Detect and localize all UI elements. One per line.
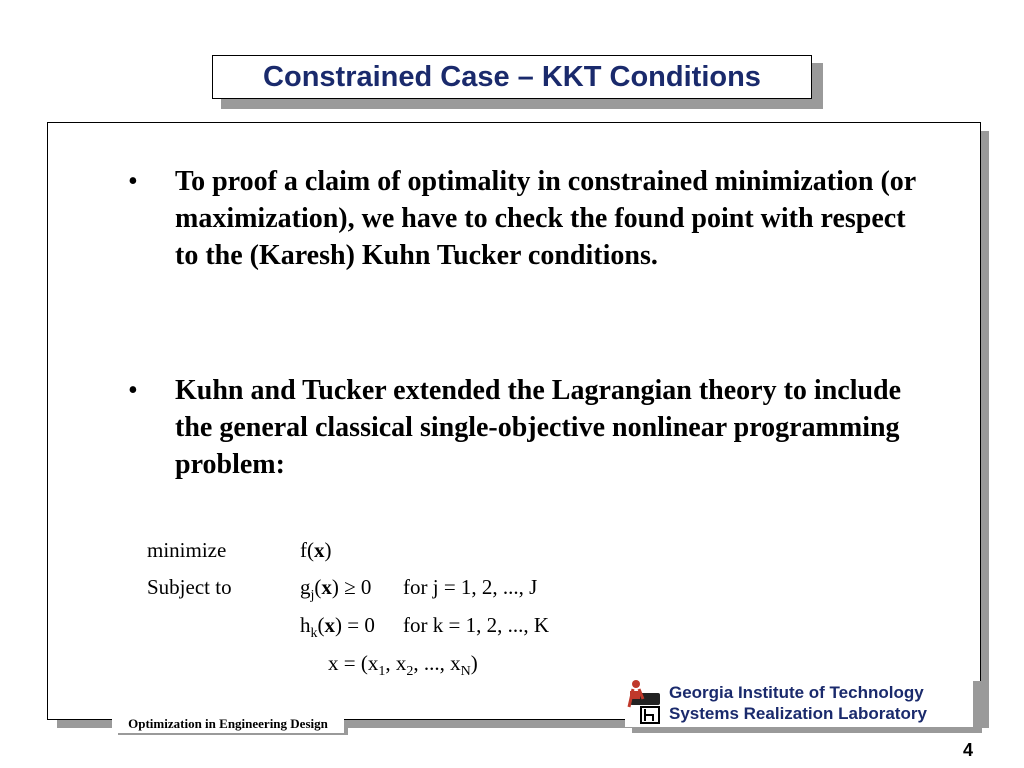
page-number: 4 — [963, 740, 974, 760]
objective-expression: f(x) — [300, 538, 332, 562]
org-line-2: Systems Realization Laboratory — [669, 704, 927, 723]
bullet-dot: • — [128, 166, 138, 197]
minimize-label: minimize — [147, 538, 227, 562]
bullet-2-text: Kuhn and Tucker extended the Lagrangian theory to include the general classical single-objective nonlinear programming problem: — [175, 375, 902, 480]
bullet-1-text: To proof a claim of optimality in constrained minimization (or maximization), we have to check the found point with respect to the (Karesh) Kuhn Tucker conditions. — [175, 166, 916, 271]
slide-title: Constrained Case – KKT Conditions — [263, 60, 761, 93]
gt-logo-icon — [627, 677, 665, 725]
organization-box — [625, 675, 973, 727]
bullet-2 — [128, 372, 928, 483]
inequality-constraint: $g_j(x) \ge 0$ — [300, 575, 372, 604]
org-line-1: Georgia Institute of Technology — [669, 683, 924, 702]
bullet-dot: • — [128, 375, 138, 406]
footer-label: Optimization in Engineering Design — [112, 715, 344, 733]
equality-range: for k = 1, 2, ..., K — [403, 613, 549, 637]
inequality-range: for j = 1, 2, ..., J — [403, 575, 538, 599]
bullet-1 — [128, 163, 928, 274]
content-box — [47, 122, 981, 720]
variable-vector: $x = (x_1$, $x_2$, ..., $x_N$) — [328, 651, 478, 680]
title-box — [212, 55, 812, 99]
subject-to-label: Subject to — [147, 575, 232, 599]
equality-constraint: $h_k(x) = 0$ — [300, 613, 375, 642]
